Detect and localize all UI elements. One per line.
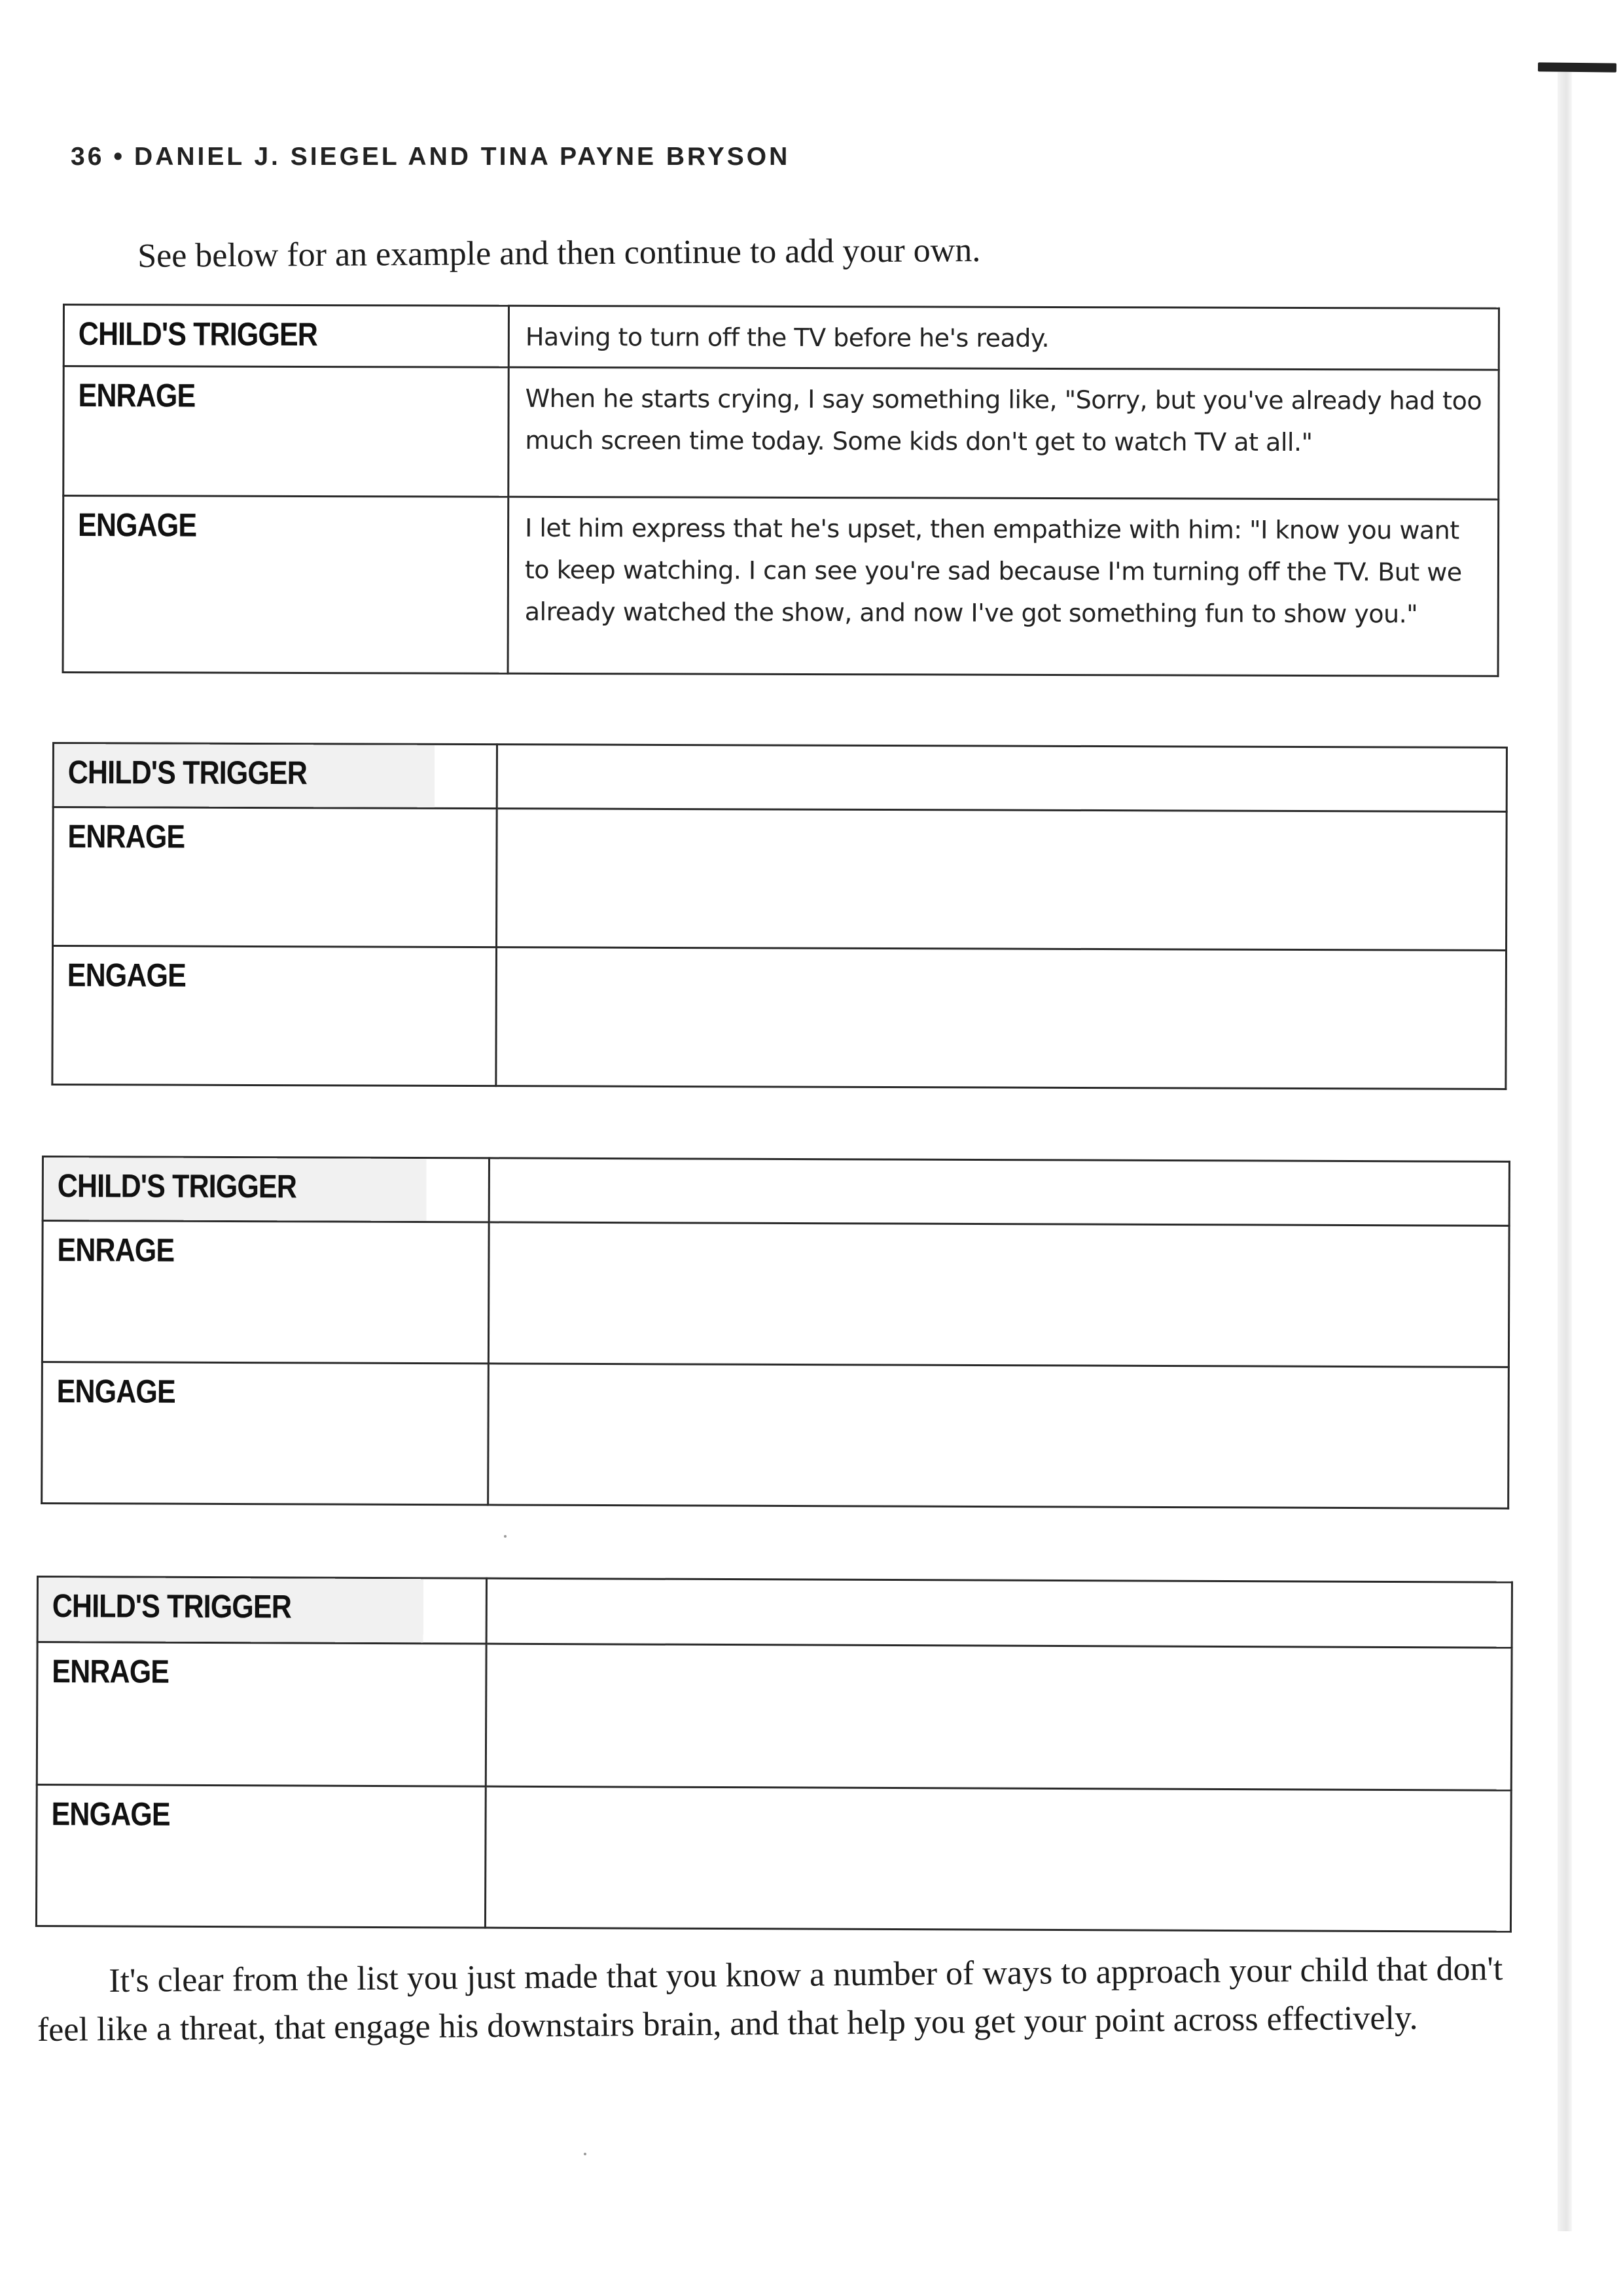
engage-row: [63, 496, 1499, 677]
edge-mark: [1538, 62, 1616, 72]
engage-entry[interactable]: [485, 1786, 1511, 1932]
engage-row: [36, 1785, 1511, 1932]
conclusion-paragraph: It's clear from the list you just made that you know a number of ways to approach your child that don't feel like a threat, that engage his downstairs brain, and that help you get your point across effectively.: [37, 1950, 1503, 2049]
engage-label: ENGAGE: [52, 946, 435, 1086]
engage-value: I let him express that he's upset, then empathize with him: "I know you want to keep watching. I can see you're sad because I'm turning off the TV. But we already watched the show, and now I've got something fun to show you.": [508, 497, 1499, 676]
trigger-label: CHILD'S TRIGGER: [37, 1577, 423, 1644]
trigger-row: [37, 1577, 1512, 1648]
scan-speck: [584, 2153, 586, 2155]
enrage-entry[interactable]: [488, 1222, 1509, 1367]
enrage-row: [42, 1221, 1509, 1368]
enrage-row: [37, 1642, 1512, 1791]
blank-table-3: [35, 1576, 1513, 1933]
enrage-entry[interactable]: [497, 809, 1507, 951]
scan-speck: [504, 1535, 507, 1538]
trigger-label: CHILD'S TRIGGER: [43, 1157, 427, 1222]
page-edge: [1558, 72, 1572, 2231]
enrage-row: [63, 366, 1499, 500]
engage-row: [52, 946, 1507, 1089]
engage-label: ENGAGE: [42, 1362, 426, 1505]
enrage-label: ENRAGE: [37, 1642, 423, 1786]
trigger-entry[interactable]: [497, 745, 1507, 812]
enrage-label: ENRAGE: [53, 807, 435, 947]
separator-dot: •: [113, 143, 126, 171]
running-head: [71, 143, 790, 171]
enrage-value: When he starts crying, I say something like, "Sorry, but you've already had too much screen time today. Some kids don't get to watch TV at all.": [508, 367, 1499, 499]
example-table: [62, 304, 1500, 677]
trigger-label: CHILD'S TRIGGER: [53, 743, 435, 809]
blank-table-1: [51, 742, 1508, 1090]
engage-entry[interactable]: [496, 947, 1507, 1089]
page-number: 36: [71, 143, 105, 171]
engage-row: [42, 1362, 1509, 1509]
trigger-entry[interactable]: [486, 1578, 1512, 1648]
trigger-label: CHILD'S TRIGGER: [63, 305, 446, 368]
trigger-row: [63, 305, 1499, 370]
enrage-label: ENRAGE: [42, 1221, 426, 1364]
enrage-entry[interactable]: [486, 1644, 1512, 1790]
trigger-value: Having to turn off the TV before he's ready.: [508, 306, 1499, 370]
trigger-row: [53, 743, 1507, 812]
engage-label: ENGAGE: [63, 496, 446, 674]
engage-label: ENGAGE: [36, 1785, 423, 1928]
enrage-label: ENRAGE: [63, 366, 446, 497]
engage-entry[interactable]: [488, 1364, 1509, 1508]
trigger-entry[interactable]: [489, 1158, 1509, 1226]
intro-text: See below for an example and then continue to add your own.: [137, 232, 981, 275]
author-names: DANIEL J. SIEGEL AND TINA PAYNE BRYSON: [134, 143, 791, 171]
trigger-row: [43, 1157, 1509, 1226]
blank-table-2: [41, 1156, 1510, 1510]
enrage-row: [53, 807, 1507, 951]
